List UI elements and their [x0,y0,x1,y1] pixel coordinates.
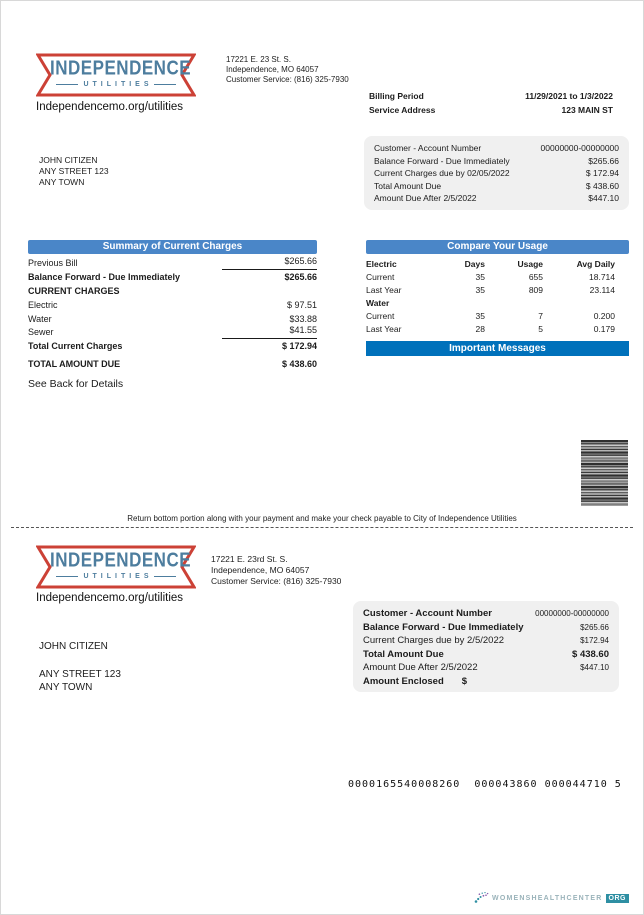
row-label: Previous Bill [28,257,78,268]
row-label: CURRENT CHARGES [28,285,120,296]
table-row [28,312,317,326]
row-label: Balance Forward - Due Immediately [28,271,181,282]
table-row [363,661,609,675]
billing-period-row [369,89,613,103]
table-cell: 7 [538,310,543,321]
billing-period-block [369,89,613,117]
table-row [366,296,615,309]
row-value: $447.10 [588,193,619,204]
row-value: $ 97.51 [286,299,317,310]
address-line: 17221 E. 23rd St. S. [211,554,288,564]
table-cell: 35 [475,271,485,282]
summary-charges-table [28,256,317,371]
row-value: $ [461,675,468,687]
table-cell: 809 [528,284,543,295]
usage-comparison-table [366,257,615,335]
table-row [363,675,609,689]
row-label: Total Current Charges [28,341,123,352]
row-label: Amount Due After 2/5/2022 [363,662,478,673]
table-row [363,648,609,662]
table-cell: Avg Daily [576,258,615,269]
recipient-address [39,155,109,188]
address-line: 17221 E. 23 St. S. [226,55,291,64]
return-portion-instruction: Return bottom portion along with your payment and make your check payable to City of Independence Utilities [127,514,517,523]
mail-barcode [581,440,628,506]
row-label: Total Amount Due [374,180,442,191]
billing-period-label: Billing Period [369,91,424,101]
compare-your-usage-header: Compare Your Usage [366,240,629,254]
table-row [363,607,609,621]
table-cell: Electric [366,258,397,269]
table-cell: 18.714 [589,271,615,282]
company-address-stub [211,554,341,587]
service-address-label: Service Address [369,105,436,115]
table-cell: 0.179 [593,323,615,334]
address-line: Customer Service: (816) 325-7930 [226,75,349,84]
row-value: $265.66 [222,256,317,270]
logo-wordmark: INDEPENDENCE [50,57,192,80]
table-cell: 35 [475,284,485,295]
address-line: Customer Service: (816) 325-7930 [211,576,342,586]
row-value: $172.94 [580,636,609,645]
row-label: Total Amount Due [363,648,444,660]
address-line: Independence, MO 64057 [226,65,319,74]
recipient-address-stub [39,640,121,694]
row-label: Current Charges due by 2/5/2022 [363,635,505,646]
footer-org-badge: ORG [606,894,629,903]
table-cell: Usage [517,258,543,269]
row-label: Balance Forward - Due Immediately [374,155,510,166]
logo-wordmark: INDEPENDENCE [50,549,192,572]
company-website: Independencemo.org/utilities [36,101,184,113]
perforation-line [11,527,633,528]
service-address-value: 123 MAIN ST [561,105,613,115]
company-logo [36,53,196,97]
logo-subtitle-row [56,573,176,580]
table-row [374,180,619,193]
row-value: 00000000-00000000 [540,143,619,153]
table-cell: 5 [538,323,543,334]
table-row [366,309,615,322]
footer-watermark [474,891,629,905]
table-row [28,325,317,339]
recipient-town: ANY TOWN [39,177,85,187]
row-value: $33.88 [289,313,317,324]
row-value: $ 172.94 [585,168,619,179]
table-cell: Last Year [366,284,402,295]
service-address-row [369,103,613,117]
row-value: 00000000-00000000 [535,609,609,618]
company-website-stub: Independencemo.org/utilities [36,592,184,604]
table-row [28,256,317,270]
recipient-street: ANY STREET 123 [39,669,121,680]
table-cell: Days [464,258,485,269]
row-value: $ 438.60 [572,648,609,660]
row-value: $265.66 [588,155,619,166]
row-value: $265.66 [580,622,609,632]
table-row [374,167,619,180]
row-label: Amount Enclosed [363,675,444,687]
recipient-name: JOHN CITIZEN [39,155,98,165]
row-label: Water [28,313,52,324]
logo-rule-left [56,84,78,86]
table-row [28,270,317,284]
see-back-note: See Back for Details [28,378,124,390]
row-label: Customer - Account Number [363,608,492,619]
recipient-street: ANY STREET 123 [39,166,109,176]
recipient-town: ANY TOWN [39,682,93,693]
table-cell: 35 [475,310,485,321]
ocr-scanline: 0000165540008260 000043860 000044710 5 [348,779,622,790]
row-value: $41.55 [222,325,317,339]
swirl-dots-icon [474,891,489,905]
logo-rule-right [154,576,176,578]
row-value: $ 172.94 [281,341,317,352]
row-label: Electric [28,299,58,310]
table-row [363,621,609,635]
table-cell: Current [366,310,395,321]
table-row [366,270,615,283]
table-row [28,339,317,353]
table-row [366,322,615,335]
logo-rule-left [56,576,78,578]
row-value: $ 438.60 [281,359,317,370]
row-value: $447.10 [580,663,609,672]
logo-subtitle: UTILITIES [83,81,153,88]
account-summary-box [364,136,629,210]
company-address [226,55,349,85]
row-label: Current Charges due by 02/05/2022 [374,168,510,179]
summary-of-current-charges-header: Summary of Current Charges [28,240,317,254]
row-value: $265.66 [284,271,317,282]
address-line: Independence, MO 64057 [211,565,310,575]
row-label: Amount Due After 2/5/2022 [374,193,477,204]
important-messages-header: Important Messages [366,341,629,356]
table-row [374,192,619,205]
row-label: Balance Forward - Due Immediately [363,621,524,633]
company-logo-stub [36,545,196,589]
table-cell: 23.114 [589,284,615,295]
table-row [366,283,615,296]
table-cell: 28 [475,323,485,334]
table-row [374,155,619,168]
row-label: TOTAL AMOUNT DUE [28,359,121,370]
logo-rule-right [154,84,176,86]
table-cell: 0.200 [593,310,615,321]
row-label: Customer - Account Number [374,143,482,153]
table-row [366,257,615,270]
row-value: $ 438.60 [585,180,619,191]
table-row [28,284,317,298]
recipient-name: JOHN CITIZEN [39,641,108,652]
footer-brand-text: WOMENSHEALTHCENTER [492,894,603,902]
table-cell: Last Year [366,323,402,334]
table-cell: Current [366,271,395,282]
payment-stub-box [353,601,619,692]
table-row [374,142,619,155]
logo-subtitle-row [56,81,176,88]
table-cell: Water [366,297,390,308]
billing-period-value: 11/29/2021 to 1/3/2022 [525,91,613,101]
table-row [363,634,609,648]
row-label: Sewer [28,327,54,338]
table-row [28,357,317,371]
logo-subtitle: UTILITIES [83,573,153,580]
table-cell: 655 [528,271,543,282]
table-row [28,298,317,312]
